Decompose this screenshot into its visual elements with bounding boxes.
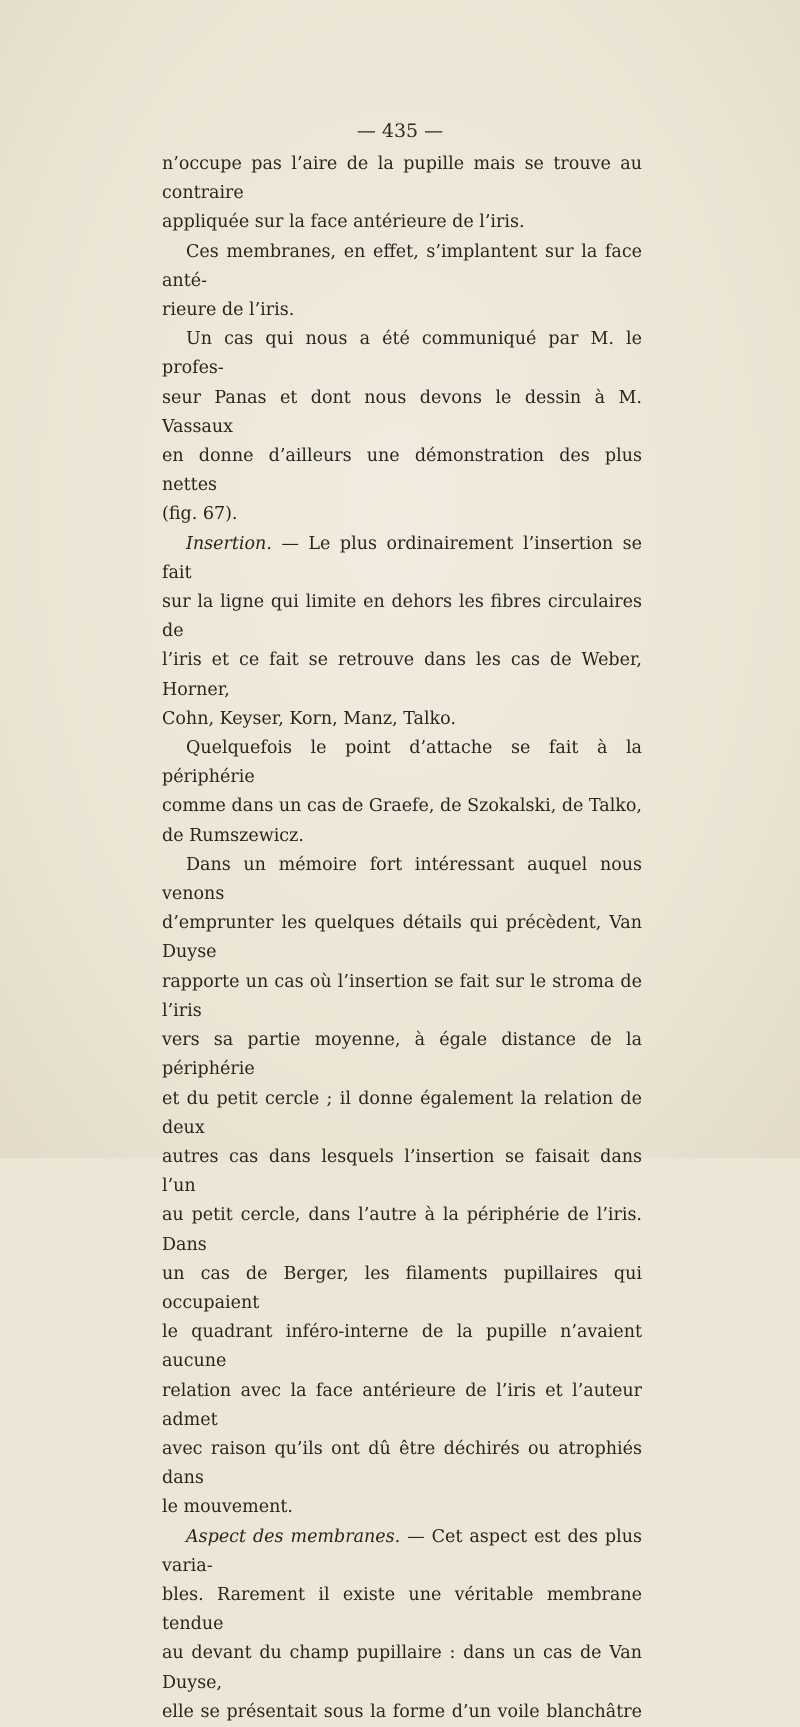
- paragraph-text: — Cet aspect est des plus varia-: [162, 1526, 642, 1576]
- paragraph-line: n’occupe pas l’aire de la pupille mais se trouve au contraire: [162, 154, 642, 204]
- paragraph-line: au petit cercle, dans l’autre à la périphérie de l’iris. Dans: [162, 1205, 642, 1255]
- paragraph-line: appliquée sur la face antérieure de l’iris.: [162, 212, 525, 233]
- paragraph-line: Ces membranes, en effet, s’implantent sur la face anté-: [162, 241, 642, 291]
- paragraph-line: Dans un mémoire fort intéressant auquel nous venons: [162, 854, 642, 905]
- paragraph-line: d’emprunter les quelques détails qui précèdent, Van Duyse: [162, 913, 642, 963]
- paragraph-line: Quelquefois le point d’attache se fait à la périphérie: [162, 738, 642, 788]
- paragraph-line: de Rumszewicz.: [162, 825, 304, 846]
- paragraph-line: vers sa partie moyenne, à égale distance de la périphérie: [162, 1030, 642, 1080]
- paragraph-line: et du petit cercle ; il donne également la relation de deux: [162, 1088, 642, 1138]
- paragraph-line: sur la ligne qui limite en dehors les fibres circulaires de: [162, 592, 642, 642]
- section-heading-insertion: Insertion.: [186, 533, 272, 554]
- paragraph-line: [162, 1523, 642, 1581]
- paragraph-line: l’iris et ce fait se retrouve dans les cas de Weber, Horner,: [162, 650, 642, 700]
- paragraph-line: rapporte un cas où l’insertion se fait sur le stroma de l’iris: [162, 971, 642, 1021]
- paragraph-line: [162, 530, 642, 588]
- paragraph-line: en donne d’ailleurs une démonstration des plus nettes: [162, 446, 642, 496]
- paragraph-line: avec raison qu’ils ont dû être déchirés ou atrophiés dans: [162, 1438, 642, 1489]
- paragraph-line: Cohn, Keyser, Korn, Manz, Talko.: [162, 708, 456, 729]
- body-text: [162, 150, 642, 1727]
- section-heading-aspect: Aspect des membranes.: [186, 1526, 401, 1547]
- paragraph-line: Un cas qui nous a été communiqué par M. le profes-: [162, 329, 642, 379]
- paragraph-line: comme dans un cas de Graefe, de Szokalski, de Talko,: [162, 796, 642, 817]
- paragraph-line: relation avec la face antérieure de l’iris et l’auteur admet: [162, 1380, 642, 1430]
- paragraph-line: elle se présentait sous la forme d’un voile blanchâtre: [162, 1701, 642, 1722]
- paragraph-line: un cas de Berger, les filaments pupillaires qui occupaient: [162, 1263, 642, 1313]
- paragraph-line: le mouvement.: [162, 1497, 293, 1518]
- paragraph-line: le quadrant inféro-interne de la pupille n’avaient aucune: [162, 1322, 642, 1372]
- paragraph-line: autres cas dans lesquels l’insertion se faisait dans l’un: [162, 1146, 642, 1197]
- paragraph-text: — Le plus ordinairement l’insertion se fait: [162, 533, 642, 583]
- paragraph-line: (fig. 67).: [162, 504, 238, 525]
- page-number: — 435 —: [356, 120, 444, 142]
- paragraph-line: au devant du champ pupillaire : dans un cas de Van Duyse,: [162, 1643, 642, 1693]
- paragraph-line: seur Panas et dont nous devons le dessin à M. Vassaux: [162, 387, 642, 437]
- paragraph-line: rieure de l’iris.: [162, 300, 295, 321]
- paragraph-line: bles. Rarement il existe une véritable membrane tendue: [162, 1584, 642, 1635]
